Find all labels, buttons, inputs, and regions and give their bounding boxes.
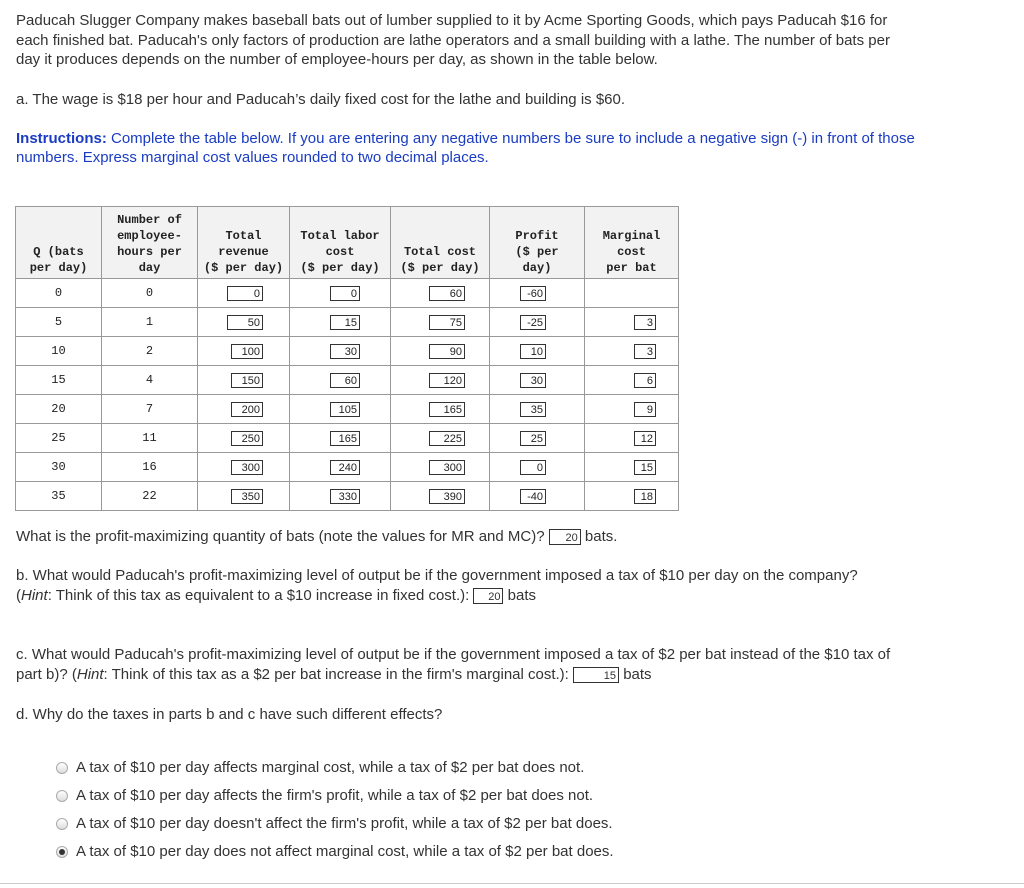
cell-total-cost (391, 337, 490, 366)
cell-profit (490, 366, 585, 395)
divider (0, 883, 1024, 884)
labor-input[interactable]: 60 (330, 373, 360, 388)
hours-value: 2 (145, 344, 154, 358)
q-value: 35 (51, 489, 66, 503)
part-b-line-1: b. What would Paducah's profit-maximizing level of output be if the government imposed a tax of $10 per day on the company? (16, 567, 858, 584)
table-row (16, 308, 679, 337)
total-cost-input[interactable]: 300 (429, 460, 465, 475)
profit-input[interactable]: 10 (520, 344, 546, 359)
header-revenue: Total revenue ($ per day) (198, 207, 290, 279)
cell-q (16, 337, 102, 366)
mc-input[interactable]: 9 (634, 402, 656, 417)
question-a: What is the profit-maximizing quantity of bats (note the values for MR and MC)? 20 bats. (16, 528, 618, 545)
cell-revenue (198, 337, 290, 366)
revenue-input[interactable]: 100 (231, 344, 263, 359)
cell-q (16, 395, 102, 424)
radio-icon[interactable] (56, 762, 68, 774)
table-body (16, 279, 679, 511)
cell-q (16, 453, 102, 482)
cell-revenue (198, 453, 290, 482)
radio-icon[interactable] (56, 846, 68, 858)
table-row (16, 279, 679, 308)
hours-value: 16 (142, 460, 157, 474)
profit-input[interactable]: 25 (520, 431, 546, 446)
option-3[interactable]: A tax of $10 per day doesn't affect the firm's profit, while a tax of $2 per bat does. (56, 814, 613, 834)
total-cost-input[interactable]: 165 (429, 402, 465, 417)
mc-input[interactable]: 12 (634, 431, 656, 446)
total-cost-input[interactable]: 90 (429, 344, 465, 359)
cell-labor (290, 482, 391, 511)
profit-input[interactable]: -40 (520, 489, 546, 504)
cell-labor (290, 366, 391, 395)
header-hours: Number of employee- hours per day (102, 207, 198, 279)
cell-profit (490, 279, 585, 308)
labor-input[interactable]: 30 (330, 344, 360, 359)
mc-input[interactable]: 15 (634, 460, 656, 475)
cell-q (16, 424, 102, 453)
revenue-input[interactable]: 300 (231, 460, 263, 475)
cell-total-cost (391, 453, 490, 482)
cell-total-cost (391, 482, 490, 511)
instructions-line-1 (16, 129, 915, 148)
cell-total-cost (391, 279, 490, 308)
table-row (16, 395, 679, 424)
production-table (15, 206, 679, 511)
total-cost-input[interactable]: 225 (429, 431, 465, 446)
cell-mc (585, 366, 679, 395)
hours-value: 0 (145, 286, 154, 300)
profit-input[interactable]: 35 (520, 402, 546, 417)
revenue-input[interactable]: 200 (231, 402, 263, 417)
cell-mc (585, 279, 679, 308)
radio-icon[interactable] (56, 790, 68, 802)
q-value: 30 (51, 460, 66, 474)
cell-mc (585, 395, 679, 424)
hours-value: 4 (145, 373, 154, 387)
cell-total-cost (391, 424, 490, 453)
labor-input[interactable]: 105 (330, 402, 360, 417)
revenue-input[interactable]: 250 (231, 431, 263, 446)
cell-profit (490, 453, 585, 482)
hours-value: 22 (142, 489, 157, 503)
part-c-line-1: c. What would Paducah's profit-maximizing level of output be if the government imposed a tax of $2 per bat instead of the $10 tax of (16, 646, 891, 663)
cell-mc (585, 453, 679, 482)
total-cost-input[interactable]: 120 (429, 373, 465, 388)
cell-hours (102, 482, 198, 511)
table-row (16, 337, 679, 366)
revenue-input[interactable]: 50 (227, 315, 263, 330)
q-value: 25 (51, 431, 66, 445)
cell-hours (102, 366, 198, 395)
revenue-input[interactable]: 0 (227, 286, 263, 301)
answer-c-input[interactable]: 15 (573, 667, 619, 683)
cell-profit (490, 482, 585, 511)
cell-q (16, 279, 102, 308)
intro-line-3: day it produces depends on the number of employee-hours per day, as shown in the table below. (16, 51, 658, 68)
labor-input[interactable]: 165 (330, 431, 360, 446)
instructions-text-1: Complete the table below. If you are entering any negative numbers be sure to include a negative sign (-) in front of those (106, 130, 915, 147)
q-value: 20 (51, 402, 66, 416)
mc-input[interactable]: 3 (634, 315, 656, 330)
cell-labor (290, 453, 391, 482)
mc-input[interactable]: 6 (634, 373, 656, 388)
q-value: 0 (54, 286, 63, 300)
part-a-text: a. The wage is $18 per hour and Paducah’s daily fixed cost for the lathe and building is $60. (16, 91, 626, 108)
labor-input[interactable]: 240 (330, 460, 360, 475)
cell-mc (585, 308, 679, 337)
cell-mc (585, 337, 679, 366)
cell-total-cost (391, 366, 490, 395)
header-mc: Marginal cost per bat (585, 207, 679, 279)
cell-revenue (198, 395, 290, 424)
profit-input[interactable]: 30 (520, 373, 546, 388)
cell-hours (102, 395, 198, 424)
labor-input[interactable]: 330 (330, 489, 360, 504)
cell-revenue (198, 424, 290, 453)
q-value: 15 (51, 373, 66, 387)
cell-labor (290, 424, 391, 453)
answer-b-input[interactable]: 20 (473, 588, 503, 604)
hours-value: 7 (145, 402, 154, 416)
profit-input[interactable]: 0 (520, 460, 546, 475)
option-4[interactable]: A tax of $10 per day does not affect marginal cost, while a tax of $2 per bat does. (56, 842, 614, 862)
cell-mc (585, 482, 679, 511)
table-row (16, 453, 679, 482)
table-row (16, 482, 679, 511)
revenue-input[interactable]: 150 (231, 373, 263, 388)
option-2[interactable]: A tax of $10 per day affects the firm's profit, while a tax of $2 per bat does not. (56, 786, 593, 806)
cell-q (16, 366, 102, 395)
header-labor: Total labor cost ($ per day) (290, 207, 391, 279)
part-c-line-2: part b)? (Hint: Think of this tax as a $2 per bat increase in the firm's marginal cost.): 15 bats (16, 666, 652, 683)
cell-profit (490, 395, 585, 424)
part-d-text: d. Why do the taxes in parts b and c have such different effects? (16, 706, 443, 723)
mc-input[interactable]: 3 (634, 344, 656, 359)
cell-profit (490, 424, 585, 453)
total-cost-input[interactable]: 75 (429, 315, 465, 330)
cell-labor (290, 308, 391, 337)
cell-mc (585, 424, 679, 453)
cell-hours (102, 279, 198, 308)
answer-a-input[interactable]: 20 (549, 529, 581, 545)
instructions-line-2: numbers. Express marginal cost values rounded to two decimal places. (16, 149, 489, 166)
cell-hours (102, 453, 198, 482)
part-b-line-2: (Hint: Think of this tax as equivalent to a $10 increase in fixed cost.): 20 bats (16, 587, 537, 604)
option-1[interactable]: A tax of $10 per day affects marginal cost, while a tax of $2 per bat does not. (56, 758, 584, 778)
hours-value: 11 (142, 431, 157, 445)
cell-q (16, 482, 102, 511)
revenue-input[interactable]: 350 (231, 489, 263, 504)
header-total-cost: Total cost ($ per day) (391, 207, 490, 279)
cell-revenue (198, 482, 290, 511)
mc-input[interactable]: 18 (634, 489, 656, 504)
header-profit: Profit ($ per day) (490, 207, 585, 279)
radio-icon[interactable] (56, 818, 68, 830)
profit-input[interactable]: -60 (520, 286, 546, 301)
header-q: Q (bats per day) (16, 207, 102, 279)
cell-hours (102, 337, 198, 366)
cell-revenue (198, 279, 290, 308)
cell-revenue (198, 308, 290, 337)
cell-labor (290, 395, 391, 424)
total-cost-input[interactable]: 390 (429, 489, 465, 504)
cell-profit (490, 337, 585, 366)
instructions-label: Instructions: (16, 130, 107, 147)
labor-input[interactable]: 15 (330, 315, 360, 330)
q-value: 10 (51, 344, 66, 358)
cell-hours (102, 308, 198, 337)
cell-profit (490, 308, 585, 337)
hours-value: 1 (145, 315, 154, 329)
cell-total-cost (391, 395, 490, 424)
cell-labor (290, 337, 391, 366)
cell-hours (102, 424, 198, 453)
profit-input[interactable]: -25 (520, 315, 546, 330)
table-row (16, 424, 679, 453)
cell-q (16, 308, 102, 337)
cell-revenue (198, 366, 290, 395)
table-row (16, 366, 679, 395)
intro-line-1: Paducah Slugger Company makes baseball bats out of lumber supplied to it by Acme Sporting Goods, which pays Paducah $16 for (16, 12, 888, 29)
q-value: 5 (54, 315, 63, 329)
cell-total-cost (391, 308, 490, 337)
cell-labor (290, 279, 391, 308)
intro-line-2: each finished bat. Paducah's only factors of production are lathe operators and a small building with a lathe. The number of bats per (16, 32, 890, 49)
labor-input[interactable]: 0 (330, 286, 360, 301)
total-cost-input[interactable]: 60 (429, 286, 465, 301)
